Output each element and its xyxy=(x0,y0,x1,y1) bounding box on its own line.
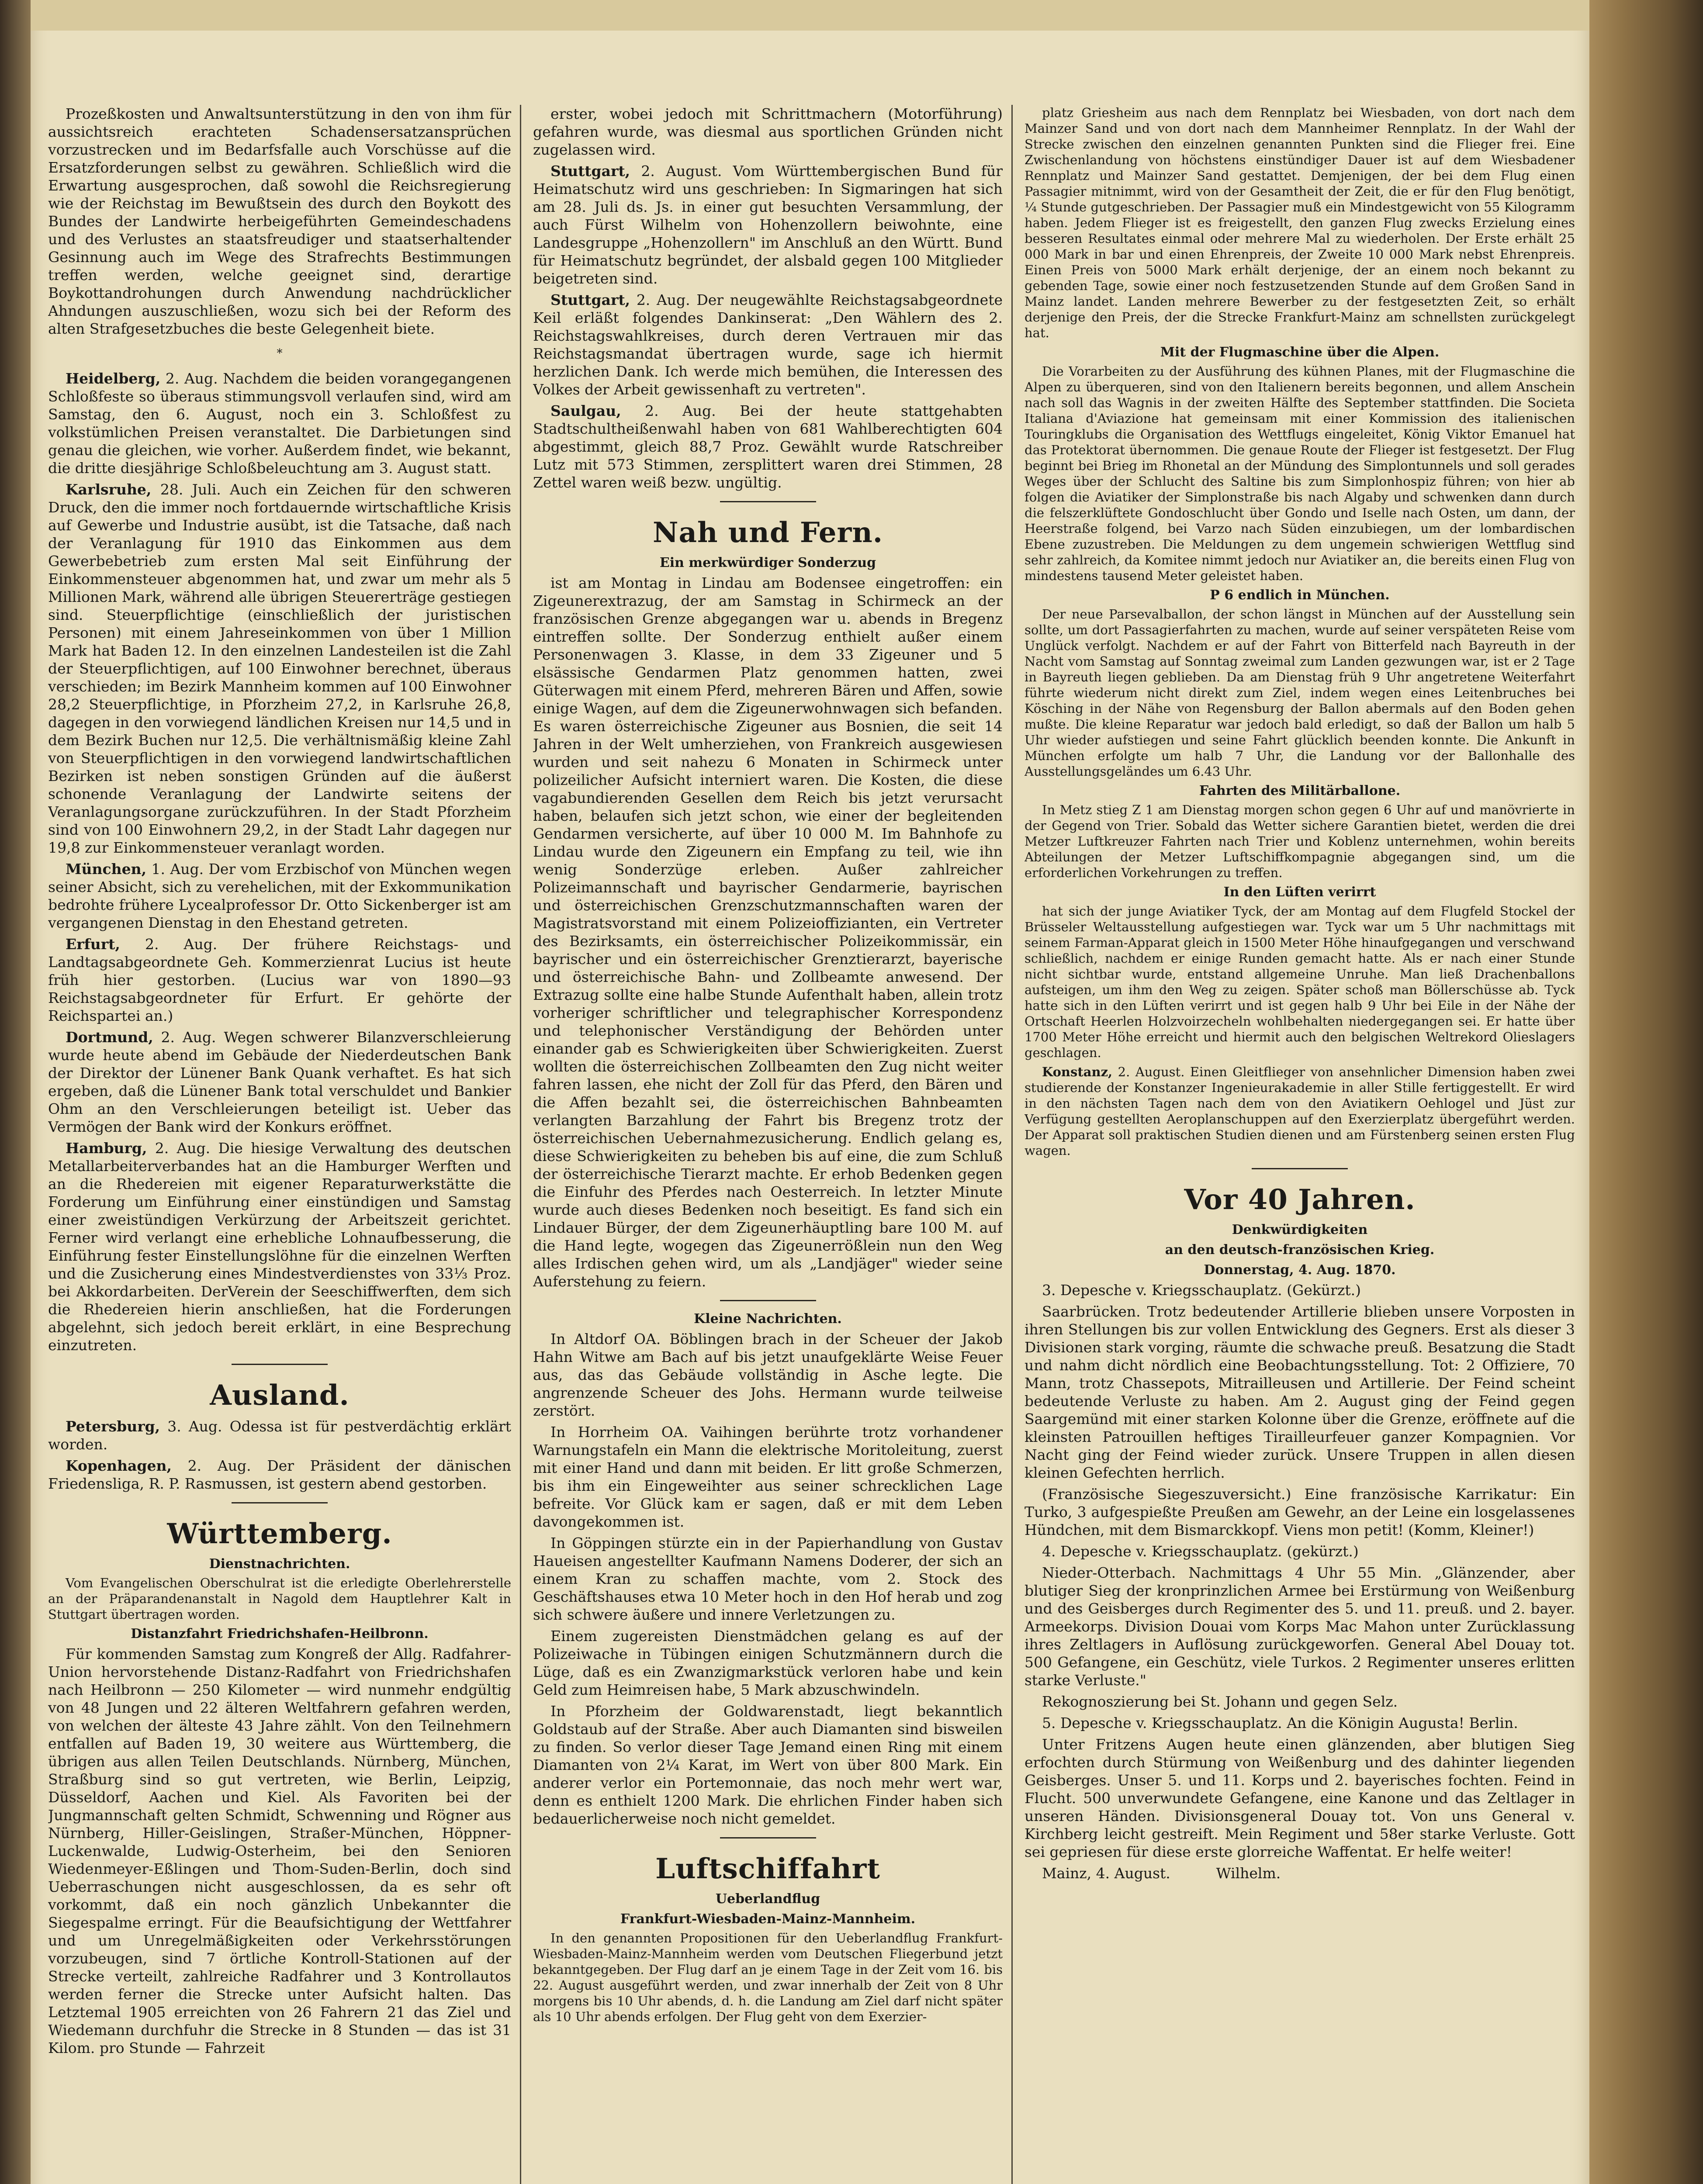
news-text: In Altdorf OA. Böblingen brach in der Scheuer der Jakob Hahn Witwe am Bach auf bis jetzt unaufgeklärte Weise Feuer aus, das das Gebäude vollständig in Asche legte. Die angrenzende Scheuer des Johs. Hermann wurde teilweise zerstört. xyxy=(533,1330,1003,1419)
news-item-stuttgart xyxy=(533,162,1003,287)
dateline: Karlsruhe, xyxy=(66,481,152,498)
article-text: platz Griesheim aus nach dem Rennplatz bei Wiesbaden, von dort nach dem Mainzer Sand und von dort nach dem Mannheimer Rennplatz. In der Wahl der Strecke zwischen den einzelnen genannten Punkten sind die Flieger frei. Eine Zwischenlandung von höchstens einstündiger Dauer ist auf dem Wiesbadener Rennplatz und Mainzer Sand gestattet. Demjenigen, der bei dem Flug einen Passagier mitnimmt, wird von der Gesamtheit der Zeit, die er für den Flug benötigt, ¼ Stunde gutgeschrieben. Der Passagier muß ein Mindestgewicht von 55 Kilogramm haben. Jedem Flieger ist es freigestellt, den ganzen Flug zwecks Erzielung eines besseren Resultates einmal oder mehrere Mal zu wiederholen. Der Erste erhält 25 000 Mark in bar und einen Ehrenpreis, der Zweite 10 000 Mark nebst Ehrenpreis. Einen Preis von 5000 Mark erhält derjenige, der an einem noch bekannt zu gebenden Tage, sowie einer noch festzusetzenden Stunde auf dem Großen Sand in Mainz landet. Landen mehrere Bewerber zu der festgesetzten Zeit, so erhält derjenige den Preis, der die Strecke Frankfurt-Mainz am schnellsten zurückgelegt hat. xyxy=(1025,105,1575,340)
subsection-title: Denkwürdigkeiten xyxy=(1232,1222,1368,1237)
section-rule xyxy=(720,1837,816,1838)
section-title-ausland: Ausland. xyxy=(210,1379,350,1412)
subsection-title: Distanzfahrt Friedrichshafen-Heilbronn. xyxy=(131,1626,429,1641)
news-text: 2. August. Einen Gleitflieger von ansehnlicher Dimension haben zwei studierende der Konstanzer Ingenieurakademie in aller Stille fertiggestellt. Er wird in den nächsten Tagen nach dem von den Aviatikern Oehlogel und Jüst zur Verfügung gestellten Aeroplanschuppen auf den Exerzierplatz übergeführt werden. Der Apparat soll praktischen Studien dienen und am Fürstenberg seinen ersten Flug wagen. xyxy=(1025,1064,1575,1158)
news-text: 2. Aug. Nachdem die beiden vorangegangenen Schloßfeste so überaus stimmungsvoll verlaufen sind, wird am Samstag, den 6. August, noch ein 3. Schloßfest zu volkstümlichen Preisen veranstaltet. Die Darbietungen sind genau die gleichen, wie vorher. Außerdem findet, wie bekannt, die dritte diesjährige Schloßbeleuchtung am 3. August statt. xyxy=(48,370,511,477)
signature-name: Wilhelm. xyxy=(1216,1865,1281,1882)
subsection-title: Ueberlandflug xyxy=(715,1891,820,1907)
section-rule xyxy=(232,1502,328,1503)
news-text: ist am Montag in Lindau am Bodensee eingetroffen: ein Zigeunerextrazug, der am Samstag in Schirmeck an der französischen Grenze abgegangen war u. abends in Bregenz eintreffen sollte. Der Sonderzug enthielt außer einem Personenwagen 3. Klasse, in dem 33 Zigeuner und 5 elsässische Gendarmen Platz genommen hatten, zwei Güterwagen mit einem Pferd, mehreren Bären und Affen, sowie einige Wagen, auf dem die Zigeunerwohnwagen sich befanden. Es waren österreichische Zigeuner aus Bosnien, die seit 14 Jahren in der Welt umherziehen, von Frankreich ausgewiesen wurden und seit nahezu 6 Monaten in Schirmeck unter polizeilicher Aufsicht interniert waren. Die Kosten, die diese vagabundierenden Gesellen dem Reich bis jetzt verursacht haben, belaufen sich jetzt schon, wie einer der begleitenden Gendarmen versicherte, auf über 10 000 M. Im Bahnhofe zu Lindau wurde den Zigeunern ein Empfang zu teil, wie ihn wenig Sonderzüge erleben. Außer zahlreicher Polizeimannschaft und bayrischer Gendarmerie, bayrischen und österreichischen Grenzschutzmannschaften waren der Magistratsvorstand mit einem Polizeioffizianten, ein Vertreter des Bezirksamts, ein österreichischer Polizeikommissär, ein bayrischer und ein österreichischer Grenztierarzt, bayerische und österreichische Bahn- und Zollbeamte anwesend. Der Extrazug sollte eine halbe Stunde Aufenthalt haben, allein trotz vorheriger schriftlicher und telegraphischer Korrespondenz und telephonischer Verständigung der Behörden unter einander gab es Schwierigkeiten über Schwierigkeiten. Zuerst wollten die österreichischen Zollbeamten den Zug nicht weiter fahren lassen, ehe nicht der Zoll für das Pferd, den Bären und die Affen bezahlt sei, die österreichischen Bahnbeamten verlangten Barzahlung der Fahrt bis Bregenz trotz der österreichischen Uebernahmezusicherung. Endlich gelang es, diese Schwierigkeiten zu beheben bis auf eine, die zum Schluß der österreichische Tierarzt machte. Er erhob Bedenken gegen die Einfuhr des Pferdes nach Oesterreich. In letzter Minute wurde auch dieses Bedenken noch beseitigt. Es fand sich ein Lindauer Bürger, der dem Zigeunerhäuptling bare 100 M. auf die Hand legte, wogegen das Zigeunerrößlein nun den Weg alles Irdischen gehen wird, um als „Landjäger" wieder seine Auferstehung zu feiern. xyxy=(533,574,1003,1290)
column-divider xyxy=(1011,105,1013,2184)
news-text: Vom Evangelischen Oberschulrat ist die erledigte Oberlehrerstelle an der Präparandenanstalt in Nagold dem Hauptlehrer Kalt in Stuttgart übertragen worden. xyxy=(48,1576,511,1622)
subsection-title: In den Lüften verirrt xyxy=(1223,885,1376,900)
page-top-margin xyxy=(31,0,1589,31)
dateline: Donnerstag, 4. Aug. 1870. xyxy=(1204,1262,1396,1278)
dateline: Heidelberg, xyxy=(66,370,161,387)
news-text: 2. Aug. Bei der heute stattgehabten Stadtschultheißenwahl haben von 681 Wahlberechtigten 604 abgestimmt, gleich 88,7 Proz. Gewählt wurde Ratschreiber Lutz mit 573 Stimmen, zersplittert waren drei Stimmen, 28 Zettel waren weiß bezw. ungültig. xyxy=(533,402,1003,491)
news-item-heidelberg xyxy=(48,370,511,477)
section-rule xyxy=(1252,1168,1348,1169)
news-item-hamburg xyxy=(48,1139,511,1354)
news-text: (Französische Siegeszuversicht.) Eine französische Karrikatur: Ein Turko, 3 aufgespießte Preußen am Gewehr, an der Leine ein losgelassenes Hündchen, mit dem Bismarckkopf. Viens mon petit! (Komm, Kleiner!) xyxy=(1025,1486,1575,1538)
column-2 xyxy=(533,105,1003,2184)
news-text: Nieder-Otterbach. Nachmittags 4 Uhr 55 Min. „Glänzender, aber blutiger Sieg der kronprinzlichen Armee bei Erstürmung von Weißenburg und des Geisberges durch Regimenter des 5. und 11. preuß. und 2. bayer. Armeekorps. Division Douai vom Korps Mac Mahon unter Zurücklassung ihres Zeltlagers in Auflösung zurückgeworfen. General Abel Douay tot. 500 Gefangene, ein Geschütz, viele Turkos. 2 Regimenter unseres erlitten starke Verluste." xyxy=(1025,1564,1575,1689)
news-text: 3. Aug. Odessa ist für pestverdächtig erklärt worden. xyxy=(48,1418,511,1453)
subsection-title: Ein merkwürdiger Sonderzug xyxy=(659,555,876,570)
section-title-wuerttemberg: Württemberg. xyxy=(167,1517,392,1550)
column-divider xyxy=(520,105,521,2184)
news-text: Die Vorarbeiten zu der Ausführung des kühnen Planes, mit der Flugmaschine die Alpen zu überqueren, sind von den Italienern bereits begonnen, und allem Anschein nach soll das Wagnis in der zweiten Hälfte des September stattfinden. Die Societa Italiana d'Aviazione hat gemeinsam mit einer Kommission des italienischen Touringklubs die Organisation des Wettflugs eingeleitet, König Viktor Emanuel hat das Protektorat übernommen. Die genaue Route der Flieger ist festgesetzt. Der Flug beginnt bei Brieg im Rhonetal an der Mündung des Simplontunnels und soll gerades Weges über der Schlucht des Saltine bis zum Simplonhospiz führen; von hier ab folgen die Aviatiker der Simplonstraße bis nach Algaby und schwenken dann durch die felszerklüftete Gondoschlucht über Gondo und Iselle nach Osten, um dann, der Heerstraße folgend, bei Varzo nach Süden einzubiegen, um der lombardischen Ebene zuzustreben. Die Meldungen zu dem ungemein schwierigen Wettflug sind sehr zahlreich, da Komitee nimmt jedoch nur Aviatiker an, die bereits einen Flug von mindestens tausend Meter geleistet haben. xyxy=(1025,364,1575,583)
article-text: erster, wobei jedoch mit Schrittmachern (Motorführung) gefahren wurde, was diesmal aus sportlichen Gründen nicht zugelassen wird. xyxy=(533,105,1003,158)
newspaper-page xyxy=(31,0,1589,2184)
news-text: 1. Aug. Der vom Erzbischof von München wegen seiner Absicht, sich zu verehelichen, mit der Exkommunikation bedrohte frühere Lycealprofessor Dr. Otto Sickenberger ist am vergangenen Dienstag in den Ehestand getreten. xyxy=(48,860,511,931)
news-text: Für kommenden Samstag zum Kongreß der Allg. Radfahrer-Union hervorstehende Distanz-Radfahrt von Friedrichshafen nach Heilbronn — 250 Kilometer — wird nunmehr endgültig von 48 Jungen und 22 älteren Weltfahrern gefahren werden, von welchen der älteste 43 Jahre zählt. Von den Teilnehmern entfallen auf Baden 19, 30 weitere aus Württemberg, die übrigen aus allen Teilen Deutschlands. Nürnberg, München, Straßburg sind so gut vertreten, wie Berlin, Leipzig, Düsseldorf, Aachen und Kiel. Als Favoriten bei der Jungmannschaft gelten Schmidt, Schwenning und Rögner aus Nürnberg, Hiller-Geislingen, Straßer-München, Höppner-Luckenwalde, Ludwig-Osterheim, bei den Senioren Wiedenmeyer-Eßlingen und Thom-Suden-Berlin, doch sind Ueberraschungen nicht ausgeschlossen, da es sehr oft vorkommt, daß ein noch gänzlich Unbekannter die Siegespalme erringt. Für die Beaufsichtigung der Wettfahrer und um Unregelmäßigkeiten oder Verkehrsstörungen vorzubeugen, sind 7 örtliche Kontroll-Stationen auf der Strecke verteilt, zahlreiche Radfahrer und 3 Kontrollautos werden ferner die Strecke unter Aufsicht halten. Das Letztemal 1905 erreichten von 26 Fahrern 21 das Ziel und Wiedemann durchfuhr die Strecke in 8 Stunden — das ist 31 Kilom. pro Stunde — Fahrzeit xyxy=(48,1645,511,2056)
section-rule xyxy=(232,1364,328,1365)
dispatch-heading: 4. Depesche v. Kriegsschauplatz. (gekürzt.) xyxy=(1042,1543,1359,1560)
news-text: In den genannten Propositionen für den Ueberlandflug Frankfurt-Wiesbaden-Mainz-Mannheim werden vom Deutschen Fliegerbund jetzt bekanntgegeben. Der Flug darf an je einem Tage in der Zeit vom 16. bis 22. August ausgeführt werden, und zwar innerhalb der Zeit von 8 Uhr morgens bis 10 Uhr abends, d. h. die Landung am Ziel darf nicht später als 10 Uhr abends erfolgen. Der Flug geht von dem Exerzier- xyxy=(533,1931,1003,2024)
news-text: 2. Aug. Der neugewählte Reichstagsabgeordnete Keil erläßt folgendes Dankinserat: „Den Wählern des 2. Reichstagswahlkreises, durch deren Vertrauen mir das Reichstagsmandat übertragen wurde, sage ich hiermit herzlichen Dank. Ich werde mich bemühen, die Interessen des Volkes der Arbeit gewissenhaft zu vertreten". xyxy=(533,291,1003,398)
subsection-subtitle: Frankfurt-Wiesbaden-Mainz-Mannheim. xyxy=(620,1911,916,1927)
news-item-muenchen xyxy=(48,860,511,932)
subsection-title: Kleine Nachrichten. xyxy=(694,1311,842,1327)
news-text: In Göppingen stürzte ein in der Papierhandlung von Gustav Haueisen angestellter Kaufmann Namens Doderer, der sich an einem Kran zu schaffen machte, vom 2. Stock des Geschäftshauses etwa 10 Meter hoch in den Hof herab und zog sich schwere äußere und innere Verletzungen zu. xyxy=(533,1534,1003,1623)
section-rule xyxy=(720,501,816,502)
news-text: Saarbrücken. Trotz bedeutender Artillerie blieben unsere Vorposten in ihren Stellungen bis zur vollen Entwicklung des Gegners. Erst als dieser 3 Divisionen stark vorging, räumte die schwache preuß. Besatzung die Stadt und nahm dicht nördlich eine Beobachtungsstellung. Tot: 2 Offiziere, 70 Mann, trotz Chassepots, Mitrailleusen und Artillerie. Der Feind scheint bedeutende Verluste zu haben. Am 2. August ging der Feind gegen Saargemünd mit einer starken Kolonne über die Grenze, eröffnete auf die kleinsten Patrouillen heftiges Tirailleurfeuer ganzer Kompagnien. Vor Nacht ging der Feind wieder zurück. Unsere Truppen in allen diesen kleinen Gefechten herrlich. xyxy=(1025,1303,1575,1481)
news-item-saulgau xyxy=(533,402,1003,491)
news-item-erfurt xyxy=(48,935,511,1025)
separator-star: * xyxy=(277,347,283,360)
signature-place: Mainz, 4. August. xyxy=(1042,1865,1170,1882)
news-item-petersburg xyxy=(48,1417,511,1453)
section-title-nah-und-fern: Nah und Fern. xyxy=(652,516,883,549)
news-text: 2. Aug. Der Präsident der dänischen Friedensliga, R. P. Rasmussen, ist gestern abend gestorben. xyxy=(48,1457,511,1492)
subsection-title: Fahrten des Militärballone. xyxy=(1199,783,1401,798)
dateline: Saulgau, xyxy=(550,402,621,419)
dateline: Erfurt, xyxy=(66,936,120,953)
news-text: Rekognoszierung bei St. Johann und gegen Selz. xyxy=(1042,1693,1398,1710)
section-title-luftschiffahrt: Luftschiffahrt xyxy=(655,1852,880,1885)
news-text: Unter Fritzens Augen heute einen glänzenden, aber blutigen Sieg erfochten durch Stürmung von Weißenburg und des dahinter liegenden Geisberges. Unser 5. und 11. Korps und 2. bayerisches fochten. Feind in Flucht. 500 unverwundete Gefangene, eine Kanone und das Zeltlager in unseren Händen. Divisionsgeneral Douay tot. Von uns General v. Kirchberg leicht gestreift. Mein Regiment und 58er starke Verluste. Gott sei gepriesen für diese erste glorreiche Waffentat. Er helfe weiter! xyxy=(1025,1736,1575,1860)
dispatch-heading: 3. Depesche v. Kriegsschauplatz. (Gekürzt.) xyxy=(1042,1282,1361,1299)
news-text: Einem zugereisten Dienstmädchen gelang es auf der Polizeiwache in Tübingen einigen Schutzmännern durch die Lüge, daß es ein Zwanzigmarkstück verloren habe und kein Geld zum Heimreisen habe, 5 Mark abzuschwindeln. xyxy=(533,1628,1003,1698)
dateline: Hamburg, xyxy=(66,1140,147,1157)
subsection-title: P 6 endlich in München. xyxy=(1210,587,1390,603)
book-binding-right xyxy=(1589,0,1703,2184)
news-text: hat sich der junge Aviatiker Tyck, der am Montag auf dem Flugfeld Stockel der Brüsseler Weltausstellung aufgestiegen war. Tyck war um 5 Uhr nachmittags mit seinem Farman-Apparat gleich in 1500 Meter Höhe hinaufgegangen und verschwand schließlich, nachdem er einige Runden gemacht hatte. Als er nach einer Stunde nicht sichtbar wurde, entstand allgemeine Unruhe. Man ließ Drachenballons aufsteigen, um ihm den Weg zu zeigen. Später schoß man Böllerschüsse ab. Tyck hatte sich in den Lüften verirrt und ist gegen halb 9 Uhr bei Eile in der Nähe der Ortschaft Heerlen Holzvoirzecheln wohlbehalten niedergegangen sei. Er hatte über 1700 Meter Höhe erreicht und hiermit auch den belgischen Weltrekord Olieslagers geschlagen. xyxy=(1025,904,1575,1060)
subsection-title: an den deutsch-französischen Krieg. xyxy=(1165,1242,1435,1258)
news-text: In Horrheim OA. Vaihingen berührte trotz vorhandener Warnungstafeln ein Mann die elektrische Moritoleitung, zuerst mit einer Hand und dann mit beiden. Er litt große Schmerzen, bis ihm ein Eingeweihter aus seiner schrecklichen Lage befreite. Vor Glück kam er sagen, daß er mit dem Leben davongekommen ist. xyxy=(533,1424,1003,1530)
dispatch-heading: 5. Depesche v. Kriegsschauplatz. An die Königin Augusta! Berlin. xyxy=(1042,1714,1518,1731)
news-item-stuttgart xyxy=(533,291,1003,398)
news-item-dortmund xyxy=(48,1028,511,1136)
dateline: Stuttgart, xyxy=(550,291,630,308)
news-item-karlsruhe xyxy=(48,480,511,857)
section-rule xyxy=(720,1300,816,1301)
article-text: Prozeßkosten und Anwaltsunterstützung in den von ihm für aussichtsreich erachteten Schadensersatzansprüchen vorzustrecken und im Bedarfsfalle auch Vorschüsse auf die Ersatzforderungen selbst zu gewähren. Schließlich wird die Erwartung ausgesprochen, daß sowohl die Reichsregierung wie der Reichstag im Bewußtsein des durch den Boykott des Bundes der Landwirte herbeigeführten Gemeindeschadens und des Verlustes an staatsfreudiger und staatserhaltender Gesinnung auch im Wege des Strafrechts Bestimmungen treffen werden, welche geeignet sind, derartige Boykottandrohungen durch Anwendung nachdrücklicher Ahndungen auszuschließen, wozu sich bei der Reform des alten Strafgesetzbuches die beste Gelegenheit biete. xyxy=(48,105,511,337)
dateline: Dortmund, xyxy=(66,1029,153,1046)
dateline: Kopenhagen, xyxy=(66,1457,172,1474)
dateline: Stuttgart, xyxy=(550,162,630,180)
signature-line xyxy=(1025,1864,1575,1882)
news-text: 2. Aug. Wegen schwerer Bilanzverschleierung wurde heute abend im Gebäude der Niederdeutschen Bank der Direktor der Lünener Bank Quank verhaftet. Es hat sich ergeben, daß die Lünener Bank total verschuldet und Bankier Ohm an den Verschleierungen beteiligt ist. Ueber das Vermögen der Bank wird der Konkurs eröffnet. xyxy=(48,1029,511,1135)
news-text: In Pforzheim der Goldwarenstadt, liegt bekanntlich Goldstaub auf der Straße. Aber auch Diamanten sind bisweilen zu finden. So verlor dieser Tage Jemand einen Ring mit einem Diamanten von 2¼ Karat, im Wert von über 800 Mark. Ein anderer verlor ein Portemonnaie, das noch mehr wert war, denn es enthielt 1200 Mark. Die ehrlichen Finder haben sich bedauerlicherweise noch nicht gemeldet. xyxy=(533,1703,1003,1827)
column-1 xyxy=(48,105,511,2184)
news-text: 2. Aug. Der frühere Reichstags- und Landtagsabgeordnete Geh. Kommerzienrat Lucius ist heute früh hier gestorben. (Lucius war von 1890—93 Reichstagsabgeordneter für Erfurt. Er gehörte der Reichspartei an.) xyxy=(48,936,511,1024)
dateline: Konstanz, xyxy=(1042,1064,1113,1079)
column-3 xyxy=(1025,105,1575,2184)
dateline: München, xyxy=(66,860,147,878)
news-text: 2. August. Vom Württembergischen Bund für Heimatschutz wird uns geschrieben: In Sigmaringen hat sich am 28. Juli ds. Js. in einer gut besuchten Versammlung, der auch Fürst Wilhelm von Hohenzollern beiwohnte, eine Landesgruppe „Hohenzollern" im Anschluß an den Württ. Bund für Heimatschutz begründet, der alsbald gegen 100 Mitglieder beigetreten sind. xyxy=(533,162,1003,287)
subsection-title: Dienstnachrichten. xyxy=(209,1556,350,1572)
book-binding-left xyxy=(0,0,31,2184)
news-text: In Metz stieg Z 1 am Dienstag morgen schon gegen 6 Uhr auf und manövrierte in der Gegend von Trier. Sobald das Wetter sichere Garantien bietet, werden die drei Metzer Luftkreuzer Fahrten nach Trier und Koblenz unternehmen, wohin bereits Abteilungen der Metzer Luftschiffkompagnie abgegangen sind, um die erforderlichen Vorkehrungen zu treffen. xyxy=(1025,802,1575,880)
subsection-title: Mit der Flugmaschine über die Alpen. xyxy=(1160,345,1440,360)
news-text: Der neue Parsevalballon, der schon längst in München auf der Ausstellung sein sollte, um dort Passagierfahrten zu machen, wurde auf seiner verspäteten Reise vom Unglück verfolgt. Nachdem er auf der Fahrt von Bitterfeld nach Bayreuth in der Nacht vom Samstag auf Sonntag zweimal zum Landen gezwungen war, ist er 2 Tage in Bayreuth liegen geblieben. Da am Dienstag früh 9 Uhr angetretene Weiterfahrt führte wiederum nicht direkt zum Ziel, indem wegen eines Leitenbruches bei Kösching in der Nähe von Regensburg der Ballon abermals auf den Boden gehen mußte. Die kleine Reparatur war jedoch bald erledigt, so daß der Ballon um halb 5 Uhr wieder aufstiegen und seine Fahrt glücklich beenden konnte. Die Ankunft in München erfolgte um halb 7 Uhr, die Landung vor der Ballonhalle des Ausstellungsgeländes um 6.43 Uhr. xyxy=(1025,607,1575,779)
section-title-vor-40-jahren: Vor 40 Jahren. xyxy=(1184,1183,1416,1216)
news-item-konstanz xyxy=(1025,1064,1575,1158)
news-text: 28. Juli. Auch ein Zeichen für den schweren Druck, den die immer noch fortdauernde wirtschaftliche Krisis auf Gewerbe und Industrie ausübt, ist die Tatsache, daß nach der Veranlagung für 1910 das Einkommen aus dem Gewerbebetrieb zum ersten Mal seit Einführung der Einkommensteuer abgenommen hat, und zwar um mehr als 5 Millionen Mark, während alle übrigen Steuererträge gestiegen sind. Steuerpflichtige (einschließlich der juristischen Personen) mit einem Jahreseinkommen von über 1 Million Mark hat Baden 12. In den einzelnen Landesteilen ist die Zahl der Steuerpflichtigen, auf 100 Einwohner berechnet, überaus verschieden; im Bezirk Mannheim kommen auf 100 Einwohner 28,2 Steuerpflichtige, in Pforzheim 27,2, in Karlsruhe 26,8, dagegen in den vorwiegend ländlichen Kreisen nur 14,5 und in dem Bezirk Buchen nur 12,5. Die verhältnismäßig kleine Zahl von Steuerpflichtigen in den vorwiegend landwirtschaftlichen Bezirken ist neben sonstigen Gründen auf die äußerst schonende Veranlagung der Landwirte seitens der Veranlagungsorgane zurückzuführen. In der Stadt Pforzheim sind von 100 Einwohnern 29,2, in der Stadt Lahr dagegen nur 19,8 zur Einkommensteuer veranlagt worden. xyxy=(48,481,511,856)
news-text: 2. Aug. Die hiesige Verwaltung des deutschen Metallarbeiterverbandes hat an die Hamburger Werften und an die Rhedereien mit eigener Reparaturwerkstätte die Forderung um Einführung einer einstündigen und Samstag einer zweistündigen Verkürzung der Arbeitszeit gerichtet. Ferner wird verlangt eine erhebliche Lohnaufbesserung, die Einführung fester Einstellungslöhne für die einzelnen Werften und die Zusicherung eines Mindestverdienstes von 33⅓ Proz. bei Akkordarbeiten. DerVerein der Seeschiffwerften, dem sich die Rhedereien hierin anschließen, hat die Forderungen abgelehnt, sich jedoch bereit erklärt, in eine Besprechung einzutreten. xyxy=(48,1140,511,1354)
dateline: Petersburg, xyxy=(66,1418,160,1435)
news-item-kopenhagen xyxy=(48,1457,511,1493)
